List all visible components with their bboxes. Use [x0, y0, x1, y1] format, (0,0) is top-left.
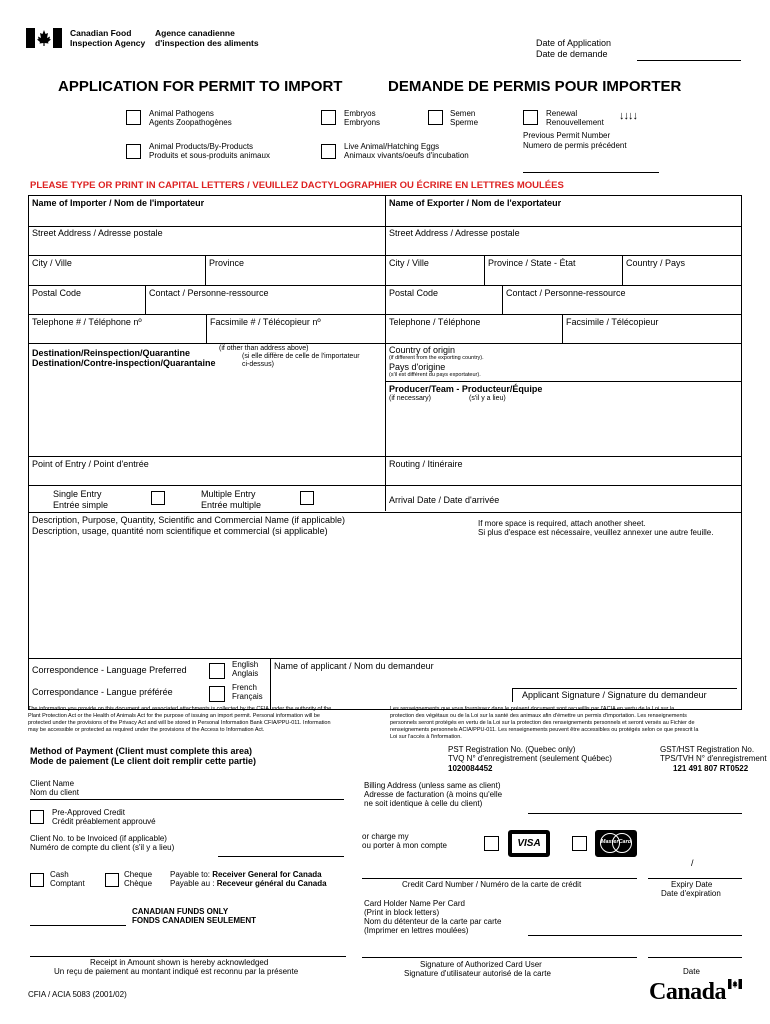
cash-label-en: Cash: [50, 870, 69, 879]
gst-label-fr: TPS/TVH N° d'enregistrement: [660, 754, 767, 763]
animal-products-label-fr: Produits et sous-produits animaux: [149, 151, 270, 160]
title-fr: DEMANDE DE PERMIS POUR IMPORTER: [388, 78, 682, 95]
gst-label-en: GST/HST Registration No.: [660, 745, 755, 754]
french-checkbox[interactable]: [209, 686, 225, 702]
importer-fax-label[interactable]: Facsimile # / Télécopieur nº: [210, 317, 321, 327]
importer-telephone-label[interactable]: Telephone # / Téléphone nº: [32, 317, 142, 327]
credit-card-number-field[interactable]: [362, 878, 637, 879]
multiple-entry-label-fr: Entrée multiple: [201, 500, 262, 510]
arrival-date-label[interactable]: Arrival Date / Date d'arrivée: [389, 495, 500, 505]
semen-label-en: Semen: [450, 109, 476, 118]
country-of-origin-note-fr: (s'il est différent du pays exportateur).: [389, 372, 481, 378]
french-label: French: [232, 683, 257, 692]
expiry-date-label-fr: Date d'expiration: [661, 889, 721, 898]
visa-icon: [508, 830, 550, 857]
privacy-fr-4: renseignements personnels ACIA/PPU-011. Les renseignements peuvent être accessibles ou protégés selon ce que prescrit la: [390, 727, 699, 733]
pst-number: 1020084452: [448, 764, 493, 773]
single-entry-checkbox[interactable]: [151, 491, 165, 505]
expiry-date-label-en: Expiry Date: [671, 880, 713, 889]
correspondence-label-fr: Correspondance - Langue préférée: [32, 687, 173, 697]
francais-label: Français: [232, 692, 263, 701]
privacy-fr-3: personnels seront protégés en vertu de la Loi sur la protection des renseignements personnels et seront versés au Fichier de: [390, 720, 695, 726]
payable-to-en: Payable to: Receiver General for Canada: [170, 870, 322, 879]
importer-contact-label[interactable]: Contact / Personne-ressource: [149, 288, 269, 298]
single-entry-label-fr: Entrée simple: [53, 500, 109, 510]
description-label-fr[interactable]: Description, usage, quantité nom scientifique et commercial (si applicable): [32, 526, 328, 536]
payment-method-label-fr: Mode de paiement (Le client doit remplir cette partie): [30, 756, 257, 766]
exporter-name-label[interactable]: Name of Exporter / Nom de l'exportateur: [389, 198, 562, 208]
exporter-street-label[interactable]: Street Address / Adresse postale: [389, 228, 520, 238]
producer-if-necessary: (if necessary): [389, 395, 432, 402]
animal-products-checkbox[interactable]: [126, 144, 141, 159]
visa-checkbox[interactable]: [484, 836, 499, 851]
multiple-entry-label-en: Multiple Entry: [201, 489, 256, 499]
animal-pathogens-label-en: Animal Pathogens: [149, 109, 214, 118]
card-holder-1: Card Holder Name Per Card: [364, 899, 465, 908]
card-holder-4: (Imprimer en lettres moulées): [364, 926, 469, 935]
animal-pathogens-checkbox[interactable]: [126, 110, 141, 125]
country-of-origin-note-en: (if different from the exporting country).: [389, 355, 484, 361]
privacy-en-4: may be accessible or protected as required under the provisions of the Access to Information Act.: [28, 727, 265, 733]
canadian-funds-en: CANADIAN FUNDS ONLY: [132, 907, 229, 916]
client-name-field[interactable]: [30, 799, 344, 800]
canadian-funds-fr: FONDS CANADIEN SEULEMENT: [132, 916, 257, 925]
preapproved-label-en: Pre-Approved Credit: [52, 808, 125, 817]
previous-permit-label-en: Previous Permit Number: [523, 131, 611, 140]
down-arrows-icon: ↓↓↓↓: [619, 110, 637, 122]
animal-pathogens-label-fr: Agents Zoopathogènes: [149, 118, 232, 127]
embryos-label-en: Embryos: [344, 109, 376, 118]
destination-label-fr[interactable]: Destination/Contre-inspection/Quarantaine: [32, 358, 216, 368]
previous-permit-label-fr: Numero de permis précédent: [523, 141, 627, 150]
privacy-en-3: protected under the provisions of the Privacy Act and will be stored in Personal Information Bank CFIA/PPU-011. Information: [28, 720, 331, 726]
capital-letters-notice: PLEASE TYPE OR PRINT IN CAPITAL LETTERS / VEUILLEZ DACTYLOGRAPHIER OU ÉCRIRE EN LETTRES MOULÉES: [30, 180, 564, 191]
exporter-postal-label[interactable]: Postal Code: [389, 288, 439, 298]
previous-permit-field[interactable]: [523, 172, 659, 173]
country-of-origin-label-fr[interactable]: Pays d'origine: [389, 362, 446, 372]
preapproved-label-fr: Crédit préablement approuvé: [52, 817, 156, 826]
billing-address-field[interactable]: [528, 813, 742, 814]
destination-label-en[interactable]: Destination/Reinspection/Quarantine: [32, 348, 191, 358]
mastercard-icon: [595, 830, 637, 857]
amount-field[interactable]: [30, 925, 126, 926]
animal-products-label-en: Animal Products/By-Products: [149, 142, 254, 151]
correspondence-label-en: Correspondence - Language Preferred: [32, 665, 187, 675]
receipt-label-en: Receipt in Amount shown is hereby acknowledged: [90, 958, 269, 967]
renewal-label-en: Renewal: [546, 109, 578, 118]
exporter-fax-label[interactable]: Facsimile / Télécopieur: [566, 317, 659, 327]
authorized-signature-field[interactable]: [362, 957, 637, 958]
payment-method-label-en: Method of Payment (Client must complete this area): [30, 746, 253, 756]
privacy-fr-1: Les renseignements que vous fournissez dans le présent document sont recueillis par l'ACIA en vertu de la Loi sur la: [390, 706, 675, 712]
more-space-note-fr: Si plus d'espace est nécessaire, veuillez annexer une autre feuille.: [478, 528, 714, 537]
client-number-field[interactable]: [218, 856, 344, 857]
gst-number: 121 491 807 RT0522: [673, 764, 749, 773]
charge-label-fr: ou porter à mon compte: [362, 841, 447, 850]
embryos-label-fr: Embryons: [344, 118, 381, 127]
cheque-label-fr: Chèque: [124, 879, 153, 888]
card-holder-2: (Print in block letters): [364, 908, 440, 917]
cash-checkbox[interactable]: [30, 873, 44, 887]
exporter-contact-label[interactable]: Contact / Personne-ressource: [506, 288, 626, 298]
authorized-signature-en: Signature of Authorized Card User: [420, 960, 542, 969]
card-holder-name-field[interactable]: [528, 935, 742, 936]
billing-address-3: ne soit identique à celle du client): [364, 799, 483, 808]
destination-note-fr-2: ci-dessus): [242, 361, 274, 368]
point-of-entry-label[interactable]: Point of Entry / Point d'entrée: [32, 459, 149, 469]
agency-name-en-2: Inspection Agency: [70, 38, 146, 48]
exporter-province-label[interactable]: Province / State - État: [488, 258, 576, 268]
destination-note-fr-1: (si elle diffère de celle de l'importateur: [242, 353, 360, 360]
agency-name-fr-1: Agence canadienne: [155, 28, 235, 38]
importer-street-label[interactable]: Street Address / Adresse postale: [32, 228, 163, 238]
country-of-origin-label-en[interactable]: Country of origin: [389, 345, 456, 355]
importer-name-label[interactable]: Name of Importer / Nom de l'importateur: [32, 198, 205, 208]
cheque-label-en: Cheque: [124, 870, 153, 879]
billing-address-1: Billing Address (unless same as client): [364, 781, 501, 790]
receipt-field[interactable]: [30, 956, 346, 957]
semen-label-fr: Sperme: [450, 118, 479, 127]
more-space-note-en: If more space is required, attach another sheet.: [478, 519, 646, 528]
embryos-checkbox[interactable]: [321, 110, 336, 125]
canada-wordmark-text: Canada: [649, 979, 727, 1005]
renewal-label-fr: Renouvellement: [546, 118, 604, 127]
title-en: APPLICATION FOR PERMIT TO IMPORT: [58, 78, 343, 95]
client-name-label-fr: Nom du client: [30, 788, 79, 797]
canada-wordmark: [649, 979, 744, 1007]
charge-label-en: or charge my: [362, 832, 409, 841]
english-label: English: [232, 660, 259, 669]
renewal-checkbox[interactable]: [523, 110, 538, 125]
card-holder-3: Nom du détenteur de la carte par carte: [364, 917, 502, 926]
preapproved-credit-checkbox[interactable]: [30, 810, 44, 824]
authorized-signature-fr: Signature d'utilisateur autorisé de la carte: [404, 969, 551, 978]
pst-label-fr: TVQ N° d'enregistrement (seulement Québec): [448, 754, 612, 763]
importer-postal-label[interactable]: Postal Code: [32, 288, 82, 298]
date-of-application-label: Date of Application: [536, 38, 612, 48]
cheque-checkbox[interactable]: [105, 873, 119, 887]
expiry-date-field[interactable]: [648, 878, 742, 879]
expiry-slash: /: [691, 858, 694, 868]
producer-label[interactable]: Producer/Team - Producteur/Équipe: [389, 384, 543, 394]
exporter-country-label[interactable]: Country / Pays: [626, 258, 686, 268]
anglais-label: Anglais: [232, 669, 259, 678]
privacy-en-2: Plant Protection Act or the Health of Animals Act for the purpose of issuing an import permit. Personal information will be: [28, 713, 320, 719]
applicant-name-label[interactable]: Name of applicant / Nom du demandeur: [274, 661, 434, 671]
date-of-application-field[interactable]: [637, 60, 741, 61]
live-animal-label-fr: Animaux vivants/oeufs d'incubation: [344, 151, 469, 160]
form-number: CFIA / ACIA 5083 (2001/02): [28, 990, 127, 999]
description-label-en[interactable]: Description, Purpose, Quantity, Scientific and Commercial Name (if applicable): [32, 515, 345, 525]
billing-address-2: Adresse de facturation (à moins qu'elle: [364, 790, 503, 799]
exporter-city-label[interactable]: City / Ville: [389, 258, 429, 268]
signature-date-label: Date: [683, 967, 700, 976]
single-entry-label-en: Single Entry: [53, 489, 102, 499]
wordmark-flag-icon: [728, 979, 742, 989]
semen-checkbox[interactable]: [428, 110, 443, 125]
agency-name-en-1: Canadian Food: [70, 28, 132, 38]
canada-flag-icon: [26, 28, 62, 48]
receipt-label-fr: Un reçu de paiement au montant indiqué est reconnu par la présente: [54, 967, 299, 976]
client-number-label-en: Client No. to be Invoiced (if applicable): [30, 834, 167, 843]
multiple-entry-checkbox[interactable]: [300, 491, 314, 505]
date-de-demande-label: Date de demande: [536, 49, 608, 59]
live-animal-checkbox[interactable]: [321, 144, 336, 159]
credit-card-number-label: Credit Card Number / Numéro de la carte de crédit: [402, 880, 582, 889]
importer-province-label[interactable]: Province: [209, 258, 245, 268]
payable-to-fr: Payable au : Receveur général du Canada: [170, 879, 327, 888]
live-animal-label-en: Live Animal/Hatching Eggs: [344, 142, 440, 151]
producer-sil-y-a-lieu: (s'il y a lieu): [469, 395, 506, 402]
privacy-fr-2: protection des végétaux ou de la Loi sur la santé des animaux afin d'émettre un permis d'importation. Les renseignements: [390, 713, 687, 719]
client-number-label-fr: Numéro de compte du client (s'il y a lieu): [30, 843, 175, 852]
signature-date-field[interactable]: [648, 957, 742, 958]
routing-label[interactable]: Routing / Itinéraire: [389, 459, 463, 469]
client-name-label-en: Client Name: [30, 779, 75, 788]
importer-city-label[interactable]: City / Ville: [32, 258, 72, 268]
agency-name-fr-2: d'inspection des aliments: [155, 38, 259, 48]
mastercard-logo-text: MasterCard: [600, 839, 632, 845]
destination-note-en: (if other than address above): [219, 345, 309, 352]
pst-label-en: PST Registration No. (Quebec only): [448, 745, 576, 754]
privacy-fr-5: Loi sur l'accès à l'information.: [390, 734, 462, 740]
mastercard-checkbox[interactable]: [572, 836, 587, 851]
applicant-signature-label[interactable]: Applicant Signature / Signature du demandeur: [522, 690, 707, 700]
privacy-en-1: The information you provide on this document and associated attachments is collected by the CFIA under the authority of the: [28, 706, 332, 712]
visa-logo-text: VISA: [512, 834, 546, 853]
exporter-telephone-label[interactable]: Telephone / Téléphone: [389, 317, 481, 327]
cash-label-fr: Comptant: [50, 879, 85, 888]
english-checkbox[interactable]: [209, 663, 225, 679]
